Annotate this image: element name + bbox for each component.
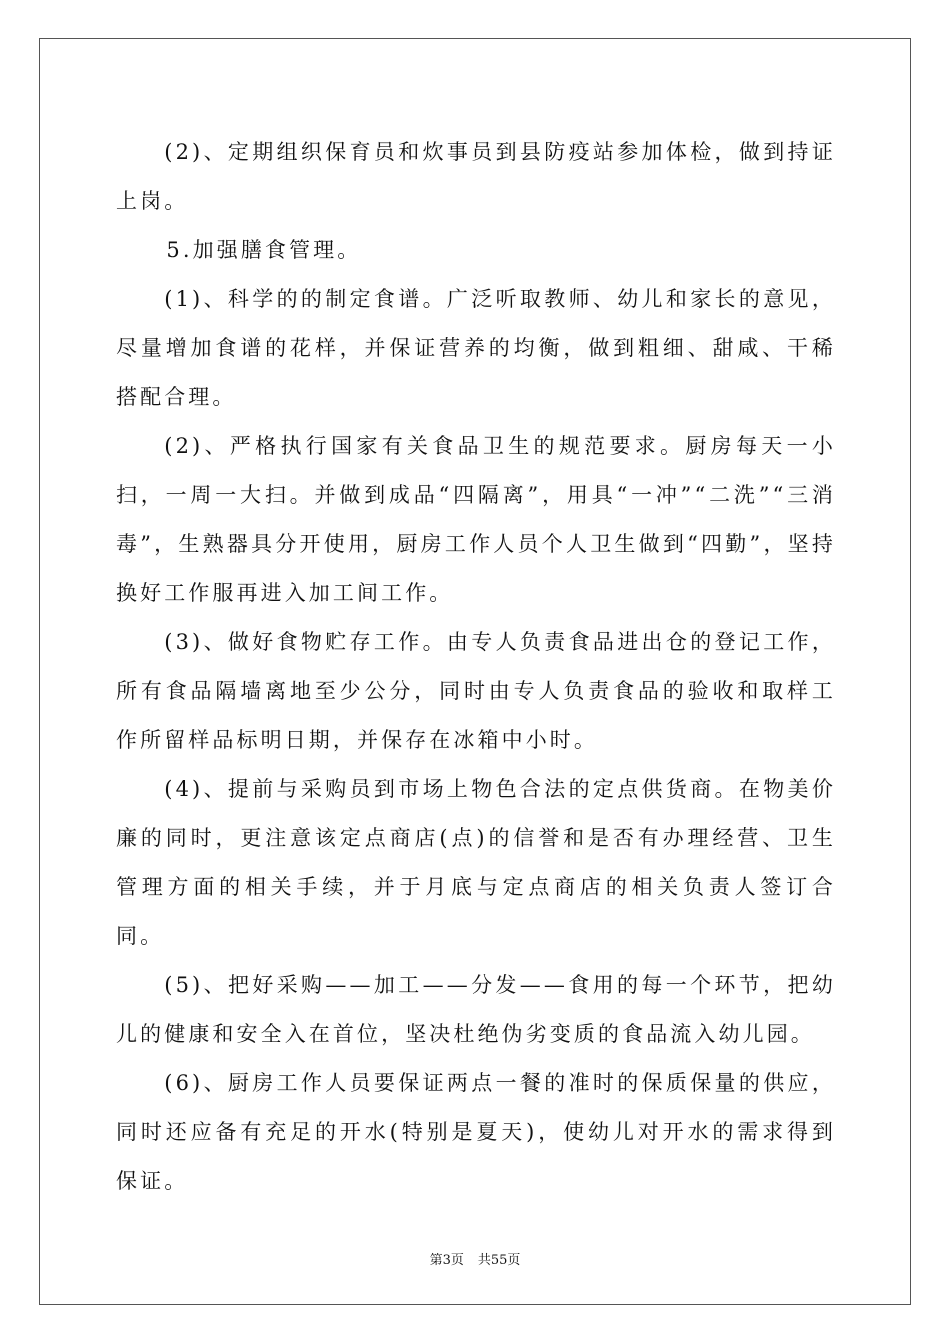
- paragraph-supplier: (4)、提前与采购员到市场上物色合法的定点供货商。在物美价廉的同时，更注意该定点商店(点)的信誉和是否有办理经营、卫生管理方面的相关手续，并于月底与定点商店的相关负责人签订合同。: [116, 777, 836, 948]
- document-body: [116, 128, 836, 1206]
- paragraph-checkup: (2)、定期组织保育员和炊事员到县防疫站参加体检，做到持证上岗。: [116, 140, 836, 213]
- paragraph-supply: (6)、厨房工作人员要保证两点一餐的准时的保质保量的供应，同时还应备有充足的开水(特别是夏天)，使幼儿对开水的需求得到保证。: [116, 1071, 836, 1193]
- paragraph-hygiene: (2)、严格执行国家有关食品卫生的规范要求。厨房每天一小扫，一周一大扫。并做到成品“四隔离”，用具“一冲”“二洗”“三消毒”，生熟器具分开使用，厨房工作人员个人卫生做到“四勤”，坚持换好工作服再进入加工间工作。: [116, 434, 836, 605]
- page-footer: [0, 1249, 950, 1268]
- paragraph-storage: (3)、做好食物贮存工作。由专人负责食品进出仓的登记工作，所有食品隔墙离地至少公分，同时由专人负责食品的验收和取样工作所留样品标明日期，并保存在冰箱中小时。: [116, 630, 836, 752]
- page-total: 共55页: [477, 1253, 521, 1268]
- paragraph-procurement: (5)、把好采购——加工——分发——食用的每一个环节，把幼儿的健康和安全入在首位，坚决杜绝伪劣变质的食品流入幼儿园。: [116, 973, 836, 1046]
- page-number: 第3页: [429, 1253, 464, 1268]
- section-heading-diet: 5.加强膳食管理。: [166, 238, 362, 262]
- paragraph-menu: (1)、科学的的制定食谱。广泛听取教师、幼儿和家长的意见，尽量增加食谱的花样，并保证营养的均衡，做到粗细、甜咸、干稀搭配合理。: [116, 287, 836, 409]
